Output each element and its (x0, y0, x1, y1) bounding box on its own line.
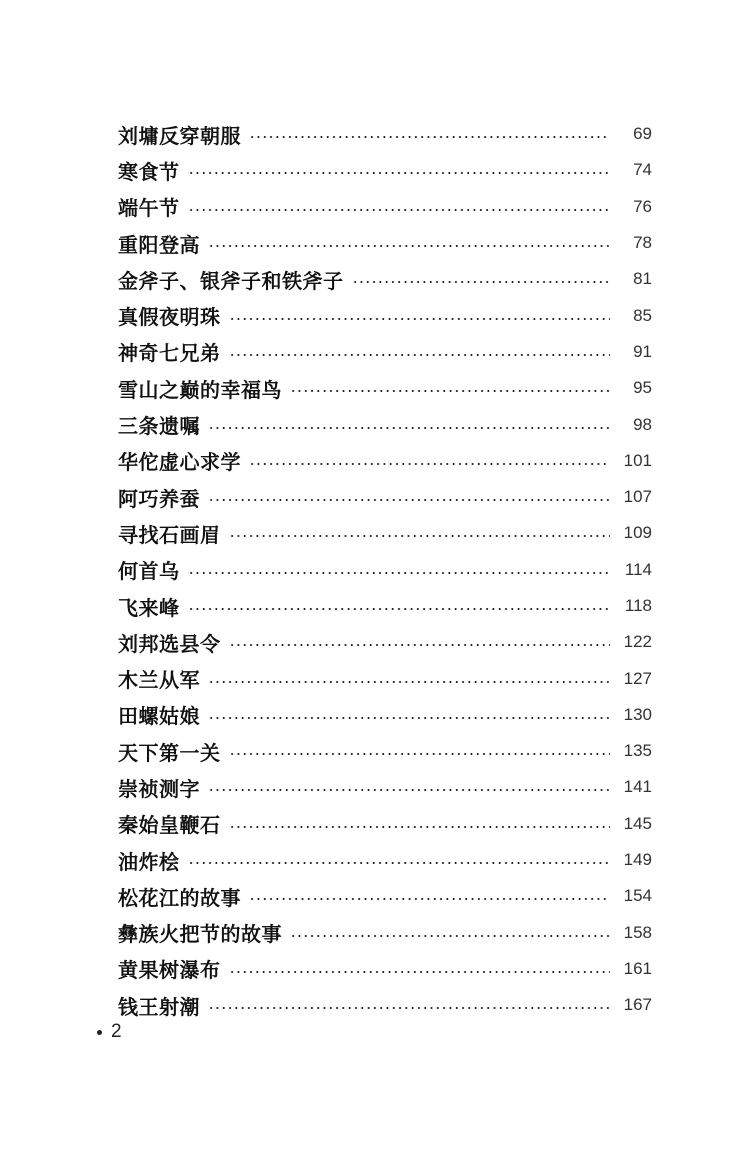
bullet-dot-icon (97, 1030, 102, 1035)
page-number-text: 2 (111, 1021, 122, 1042)
toc-entry[interactable] (118, 697, 652, 733)
toc-entry-title: 木兰从军 (118, 668, 200, 693)
dot-leader (208, 245, 610, 247)
toc-entry-page: 85 (633, 305, 652, 325)
dot-leader (352, 281, 611, 283)
dot-leader (229, 971, 611, 973)
toc-entry[interactable] (118, 334, 652, 370)
toc-entry-page: 145 (623, 813, 652, 833)
toc-entry-title: 神奇七兄弟 (118, 341, 221, 366)
toc-entry-title: 三条遗嘱 (118, 414, 200, 439)
dot-leader (229, 318, 611, 320)
toc-entry[interactable] (118, 660, 652, 696)
toc-entry-title: 重阳登高 (118, 232, 200, 257)
toc-entry-title: 崇祯测字 (118, 776, 200, 801)
dot-leader (249, 136, 610, 138)
dot-leader (208, 681, 610, 683)
toc-entry-page: 101 (623, 450, 652, 470)
toc-entry[interactable] (118, 806, 652, 842)
toc-entry-page: 81 (633, 269, 652, 289)
dot-leader (188, 172, 611, 174)
toc-entry-page: 167 (623, 995, 652, 1015)
toc-entry[interactable] (118, 987, 652, 1023)
dot-leader (188, 862, 611, 864)
dot-leader (290, 390, 610, 392)
toc-entry-page: 98 (633, 414, 652, 434)
dot-leader (249, 898, 610, 900)
toc-entry[interactable] (118, 733, 652, 769)
toc-entry-title: 田螺姑娘 (118, 704, 200, 729)
toc-entry[interactable] (118, 261, 652, 297)
toc-entry-title: 雪山之巅的幸福鸟 (118, 377, 282, 402)
toc-entry[interactable] (118, 915, 652, 951)
toc-entry-title: 端午节 (118, 196, 180, 221)
toc-entry-title: 华佗虚心求学 (118, 450, 241, 475)
toc-entry-title: 油炸桧 (118, 849, 180, 874)
dot-leader (188, 209, 611, 211)
toc-entry-page: 74 (633, 160, 652, 180)
toc-entry-page: 118 (624, 596, 652, 615)
toc-entry[interactable] (118, 479, 652, 515)
toc-entry-page: 127 (623, 668, 652, 688)
toc-entry-page: 154 (623, 886, 652, 906)
dot-leader (229, 354, 611, 356)
toc-entry[interactable] (118, 297, 652, 333)
toc-entry[interactable] (118, 225, 652, 261)
page-number (97, 1021, 122, 1043)
toc-entry-page: 95 (633, 378, 652, 398)
dot-leader (229, 753, 611, 755)
toc-entry-page: 141 (623, 777, 652, 797)
toc-entry[interactable] (118, 624, 652, 660)
dot-leader (229, 644, 611, 646)
toc-entry-page: 135 (623, 741, 652, 761)
toc-entry[interactable] (118, 116, 652, 152)
toc-entry-page: 130 (623, 704, 652, 724)
table-of-contents (118, 116, 652, 1023)
toc-entry[interactable] (118, 552, 652, 588)
toc-entry-title: 天下第一关 (118, 740, 221, 765)
toc-entry[interactable] (118, 588, 652, 624)
dot-leader (229, 535, 611, 537)
toc-entry[interactable] (118, 189, 652, 225)
toc-entry-page: 158 (623, 922, 652, 942)
toc-entry-page: 69 (633, 124, 652, 144)
toc-entry-title: 刘墉反穿朝服 (118, 123, 241, 148)
toc-entry-page: 78 (633, 233, 652, 253)
toc-entry[interactable] (118, 515, 652, 551)
toc-entry-page: 161 (623, 958, 652, 978)
dot-leader (208, 789, 610, 791)
toc-entry-page: 76 (633, 196, 652, 216)
toc-entry-title: 寒食节 (118, 159, 180, 184)
toc-entry-title: 黄果树瀑布 (118, 958, 221, 983)
toc-entry-title: 金斧子、银斧子和铁斧子 (118, 268, 344, 293)
dot-leader (249, 463, 610, 465)
toc-entry-title: 秦始皇鞭石 (118, 813, 221, 838)
dot-leader (188, 572, 611, 574)
toc-entry-page: 122 (623, 632, 652, 652)
dot-leader (229, 826, 611, 828)
toc-entry-page: 109 (623, 523, 652, 543)
toc-entry-page: 149 (623, 850, 652, 870)
toc-entry[interactable] (118, 842, 652, 878)
dot-leader (188, 608, 611, 610)
toc-entry-title: 彝族火把节的故事 (118, 922, 282, 947)
toc-entry[interactable] (118, 152, 652, 188)
toc-entry-title: 飞来峰 (118, 595, 180, 620)
toc-entry[interactable] (118, 443, 652, 479)
toc-entry[interactable] (118, 769, 652, 805)
toc-entry-title: 松花江的故事 (118, 885, 241, 910)
toc-entry-page: 114 (624, 559, 652, 579)
dot-leader (208, 1007, 610, 1009)
dot-leader (208, 427, 610, 429)
toc-entry-title: 寻找石画眉 (118, 522, 221, 547)
dot-leader (290, 935, 610, 937)
toc-entry-title: 真假夜明珠 (118, 305, 221, 330)
toc-entry[interactable] (118, 951, 652, 987)
dot-leader (208, 717, 610, 719)
toc-entry[interactable] (118, 878, 652, 914)
toc-entry[interactable] (118, 370, 652, 406)
toc-entry-page: 91 (633, 341, 652, 361)
toc-entry-page: 107 (623, 487, 652, 507)
toc-entry-title: 钱王射潮 (118, 994, 200, 1019)
toc-entry-title: 阿巧养蚕 (118, 486, 200, 511)
toc-entry[interactable] (118, 406, 652, 442)
toc-entry-title: 刘邦选县令 (118, 631, 221, 656)
dot-leader (208, 499, 610, 501)
toc-entry-title: 何首乌 (118, 559, 180, 584)
